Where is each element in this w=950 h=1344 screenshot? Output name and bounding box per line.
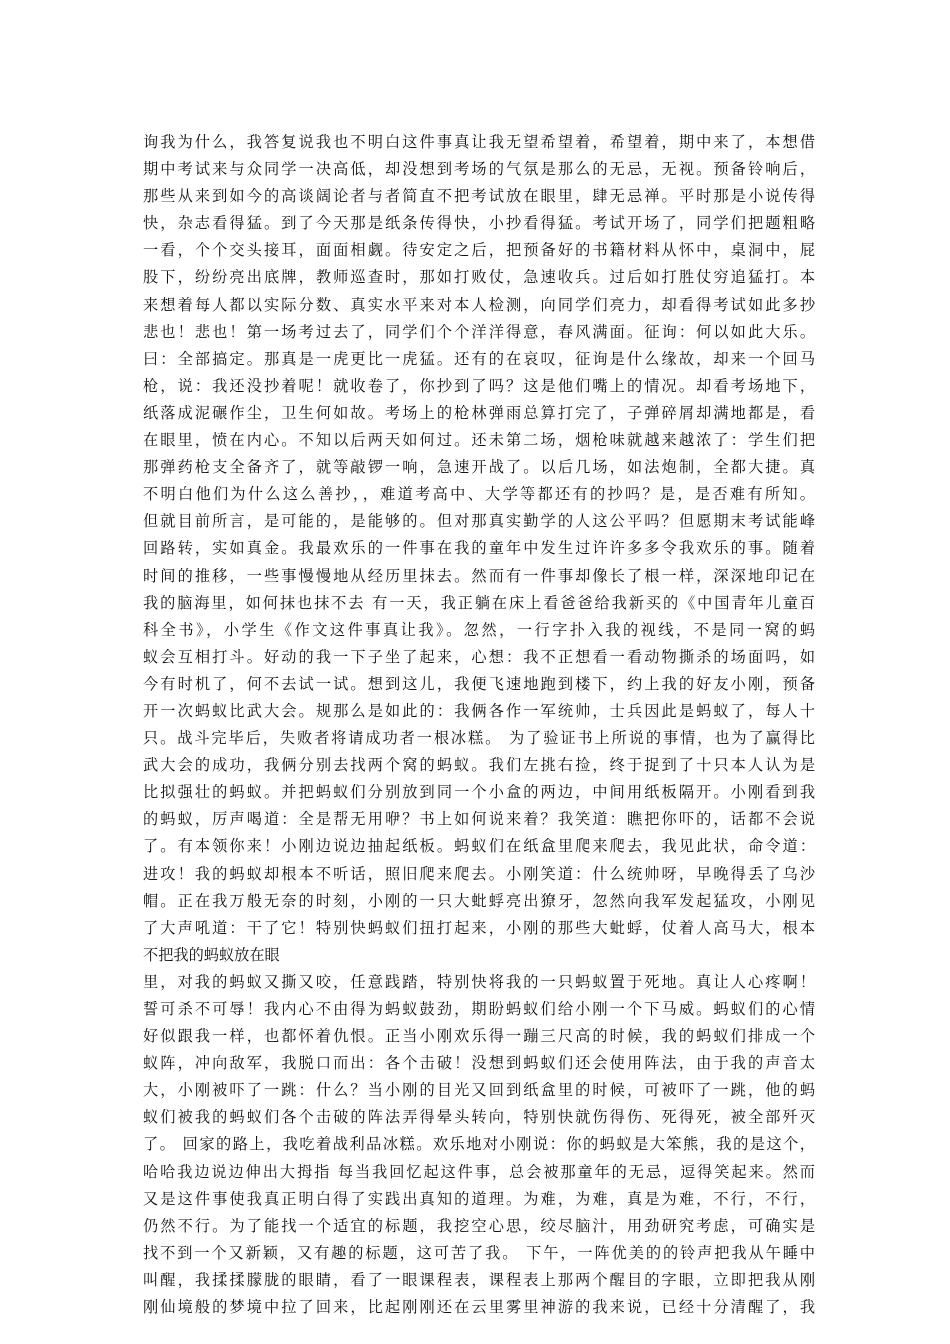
text-line: 但就目前所言，是可能的，是能够的。但对那真实勤学的人这公平吗？但愿期末考试能峰 [143, 512, 815, 531]
text-line: 快，杂志看得猛。到了今天那是纸条传得快，小抄看得猛。考试开场了，同学们把题粗略 [143, 214, 815, 233]
text-line: 蚁阵，冲向敌军，我脱口而出：各个击破！没想到蚂蚁们还会使用阵法，由于我的声音太 [143, 1054, 815, 1073]
text-line: 大，小刚被吓了一跳：什么？当小刚的目光又回到纸盒里的时候，可被吓了一跳，他的蚂 [143, 1081, 815, 1100]
text-line: 帽。正在我万般无奈的时刻，小刚的一只大蚍蜉亮出獠牙，忽然向我军发起猛攻，小刚见 [143, 891, 815, 910]
text-line: 蚁会互相打斗。好动的我一下子坐了起来，心想：我不正想看一看动物撕杀的场面吗，如 [143, 647, 815, 666]
text-line: 誓可杀不可辱！我内心不由得为蚂蚁鼓劲，期盼蚂蚁们给小刚一个下马威。蚂蚁们的心情 [143, 1000, 815, 1018]
text-line: 武大会的成功，我俩分别去找两个窝的蚂蚁。我们左挑右捡，终于捉到了十只本人认为是 [143, 756, 815, 775]
text-line: 一看，个个交头接耳，面面相觑。待安定之后，把预备好的书籍材料从怀中，桌洞中，屁 [143, 241, 815, 260]
text-line: 回路转，实如真金。我最欢乐的一件事在我的童年中发生过许许多多令我欢乐的事。随着 [143, 539, 815, 558]
text-line: 枪，说：我还没抄着呢！就收卷了，你抄到了吗？这是他们嘴上的情况。却看考场地下， [143, 376, 815, 395]
text-line: 科全书》，小学生《作文这件事真让我》。忽然，一行字扑入我的视线，不是同一窝的蚂 [143, 620, 815, 639]
text-line: 好似跟我一样，也都怀着仇恨。正当小刚欢乐得一蹦三尺高的时候，我的蚂蚁们排成一个 [143, 1027, 815, 1046]
text-line: 悲也！悲也！第一场考过去了，同学们个个洋洋得意，春风满面。征询：何以如此大乐。 [143, 322, 815, 341]
text-line: 了。 回家的路上，我吃着战利品冰糕。欢乐地对小刚说：你的蚂蚁是大笨熊，我的是这个， [143, 1135, 815, 1154]
text-line: 在眼里，愤在内心。不知以后两天如何过。还未第二场，烟枪味就越来越浓了：学生们把 [143, 431, 815, 450]
text-line: 股下，纷纷亮出底牌，教师巡查时，那如打败仗，急速收兵。过后如打胜仗穷追猛打。本 [143, 268, 815, 287]
essay-text-block [143, 129, 815, 1321]
text-line: 纸落成泥碾作尘，卫生何如故。考场上的枪林弹雨总算打完了，子弹碎屑却满地都是，看 [143, 403, 815, 422]
text-line: 我的脑海里，如何抹也抹不去 有一天，我正躺在床上看爸爸给我新买的《中国青年儿童百 [143, 593, 815, 612]
text-line: 那弹药枪支全备齐了，就等敲锣一响，急速开战了。以后几场，如法炮制，全都大捷。真 [143, 458, 815, 477]
text-line: 期中考试来与众同学一决高低，却没想到考场的气氛是那么的无忌，无视。预备铃响后， [143, 160, 815, 179]
text-line: 进攻！我的蚂蚁却根本不听话，照旧爬来爬去。小刚笑道：什么统帅呀，早晚得丢了乌沙 [143, 864, 815, 883]
text-line: 询我为什么，我答复说我也不明白这件事真让我无望希望着，希望着，期中来了，本想借 [143, 133, 815, 151]
text-line: 开一次蚂蚁比武大会。规那么是如此的：我俩各作一军统帅，士兵因此是蚂蚁了，每人十 [143, 701, 815, 720]
text-line: 仍然不行。为了能找一个适宜的标题，我挖空心思，绞尽脑汁，用劲研究考虑，可确实是 [143, 1216, 815, 1235]
text-line: 又是这件事使我真正明白得了实践出真知的道理。为难，为难，真是为难，不行，不行， [143, 1189, 815, 1208]
text-line: 里，对我的蚂蚁又撕又咬，任意践踏，特别快将我的一只蚂蚁置于死地。真让人心疼啊！ [143, 972, 815, 991]
text-line: 了。有本领你来！小刚边说边抽起纸板。蚂蚁们在纸盒里爬来爬去，我见此状，命令道： [143, 837, 815, 856]
text-line: 哈哈我边说边伸出大拇指 每当我回忆起这件事，总会被那童年的无忌，逗得笑起来。然而 [143, 1162, 815, 1181]
text-line: 了大声吼道：干了它！特别快蚂蚁们扭打起来，小刚的那些大蚍蜉，仗着人高马大，根本 [143, 918, 815, 937]
text-line: 不把我的蚂蚁放在眼 [143, 945, 280, 964]
text-line: 找不到一个又新颖，又有趣的标题，这可苦了我。 下午，一阵优美的的铃声把我从午睡中 [143, 1243, 815, 1262]
text-line: 叫醒，我揉揉朦胧的眼睛，看了一眼课程表，课程表上那两个醒目的字眼，立即把我从刚 [143, 1270, 815, 1289]
text-line: 时间的推移，一些事慢慢地从经历里抹去。然而有一件事却像长了根一样，深深地印记在 [143, 566, 815, 585]
text-line: 的蚂蚁，厉声喝道：全是帮无用咿？书上如何说来着？我笑道：瞧把你吓的，话都不会说 [143, 810, 815, 829]
text-line: 曰：全部搞定。那真是一虎更比一虎猛。还有的在哀叹，征询是什么缘故，却来一个回马 [143, 349, 815, 368]
text-line: 只。战斗完毕后，失败者将请成功者一根冰糕。 为了验证书上所说的事情，也为了赢得比 [143, 729, 815, 748]
text-line: 那些从来到如今的高谈阔论者与者简直不把考试放在眼里，肆无忌禅。平时那是小说传得 [143, 187, 815, 206]
text-line: 来想着每人都以实际分数、真实水平来对本人检测，向同学们亮力，却看得考试如此多抄 [143, 295, 815, 314]
text-line: 今有时机了，何不去试一试。想到这儿，我便飞速地跑到楼下，约上我的好友小刚，预备 [143, 674, 815, 693]
text-line: 蚁们被我的蚂蚁们各个击破的阵法弄得晕头转向，特别快就伤得伤、死得死，被全部歼灭 [143, 1108, 815, 1127]
text-line: 比拟强壮的蚂蚁。并把蚂蚁们分别放到同一个小盒的两边，中间用纸板隔开。小刚看到我 [143, 783, 815, 802]
text-line: 不明白他们为什么这么善抄，，难道考高中、大学等都还有的抄吗？是，是否难有所知。 [143, 485, 815, 504]
text-line: 刚仙境般的梦境中拉了回来，比起刚刚还在云里雾里神游的我来说，已经十分清醒了，我 [143, 1298, 815, 1317]
